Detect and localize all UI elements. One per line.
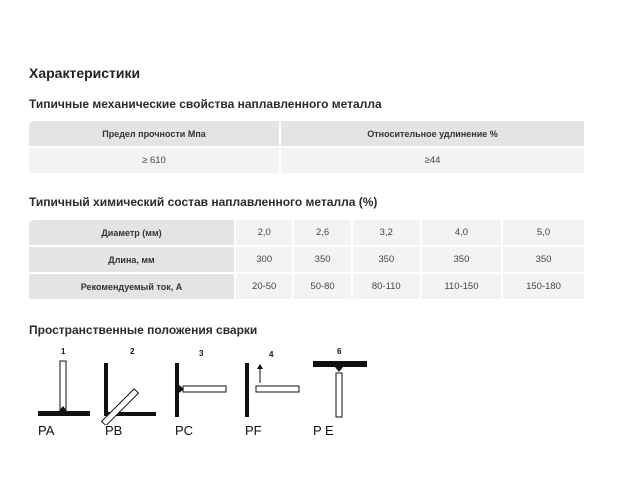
table-row	[29, 121, 584, 146]
table-row	[29, 220, 584, 245]
position-label: PC	[175, 423, 194, 438]
position-label: PB	[105, 423, 123, 438]
position-number: 4	[269, 350, 274, 359]
mechanical-table	[27, 119, 586, 175]
position-label: PA	[38, 423, 55, 438]
chemical-table	[27, 218, 586, 301]
section-title: Характеристики	[29, 65, 141, 81]
header-strength: Предел прочности Мпа	[29, 121, 279, 146]
table-cell: 350	[294, 247, 350, 272]
table-cell: 20-50	[236, 274, 292, 299]
position-number: 3	[199, 349, 204, 358]
table-cell: 4,0	[422, 220, 501, 245]
table-row	[29, 148, 584, 173]
positions-graphics	[0, 345, 617, 425]
mechanical-title: Типичные механические свойства наплавленного металла	[29, 97, 382, 111]
position-number: 1	[61, 347, 66, 356]
table-cell: 50-80	[294, 274, 350, 299]
positions-title: Пространственные положения сварки	[29, 323, 258, 337]
table-cell: 5,0	[503, 220, 584, 245]
position-label: PF	[245, 423, 262, 438]
position-pe-icon	[313, 361, 367, 417]
table-cell: 350	[353, 247, 420, 272]
position-pa-icon	[38, 361, 90, 416]
position-pb-icon	[102, 363, 156, 425]
table-cell: 300	[236, 247, 292, 272]
welding-positions-diagram	[0, 345, 617, 445]
value-elongation: ≥44	[281, 148, 584, 173]
table-cell: 2,0	[236, 220, 292, 245]
table-row	[29, 247, 584, 272]
table-cell: 350	[503, 247, 584, 272]
table-cell: 2,6	[294, 220, 350, 245]
table-cell: 110-150	[422, 274, 501, 299]
row-label-length: Длина, мм	[29, 247, 234, 272]
position-number: 2	[130, 347, 135, 356]
row-label-diameter: Диаметр (мм)	[29, 220, 234, 245]
table-cell: 150-180	[503, 274, 584, 299]
table-cell: 80-110	[353, 274, 420, 299]
value-strength: ≥ 610	[29, 148, 279, 173]
row-label-current: Рекомендуемый ток, А	[29, 274, 234, 299]
position-number: 6	[337, 347, 342, 356]
table-cell: 3,2	[353, 220, 420, 245]
table-row	[29, 274, 584, 299]
header-elongation: Относительное удлинение %	[281, 121, 584, 146]
position-pc-icon	[175, 363, 226, 417]
position-label: P E	[313, 423, 334, 438]
table-cell: 350	[422, 247, 501, 272]
chemical-title: Типичный химический состав наплавленного металла (%)	[29, 195, 378, 209]
position-pf-icon	[245, 363, 299, 417]
